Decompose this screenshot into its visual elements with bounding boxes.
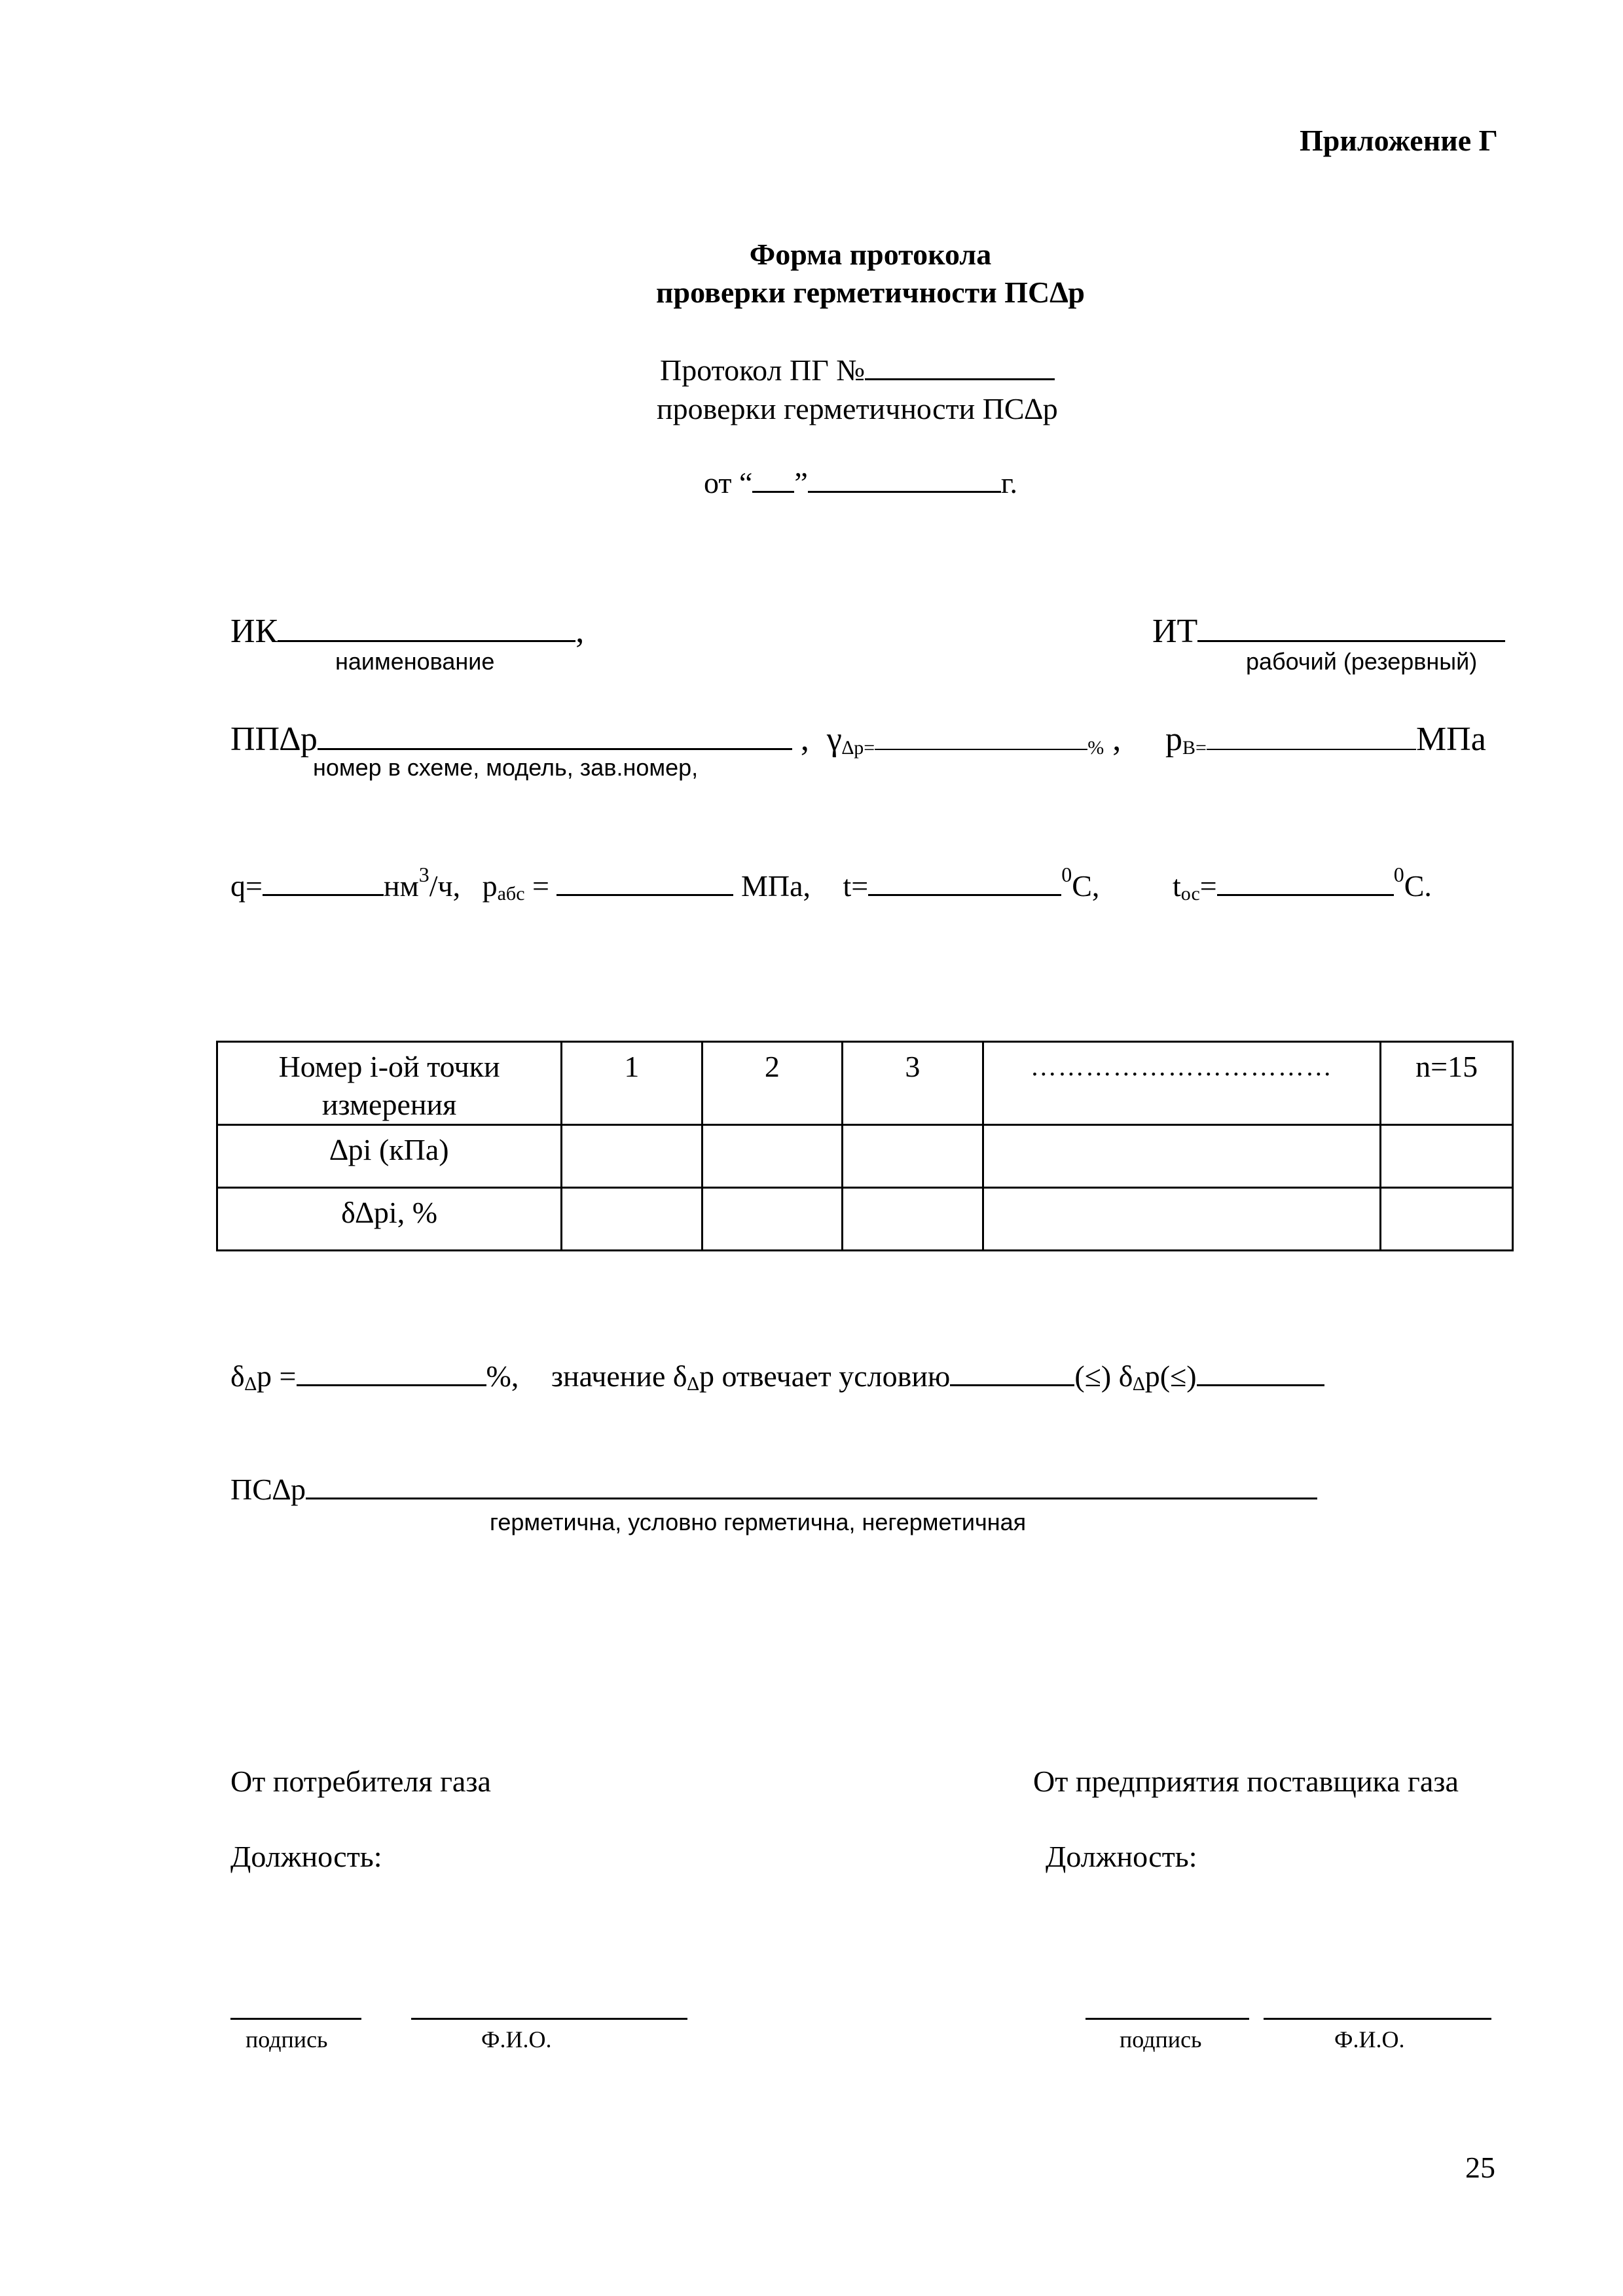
- right-sign-label: подпись: [1120, 2026, 1202, 2053]
- row2-cell-1[interactable]: [562, 1188, 702, 1251]
- protocol-date: [704, 465, 1017, 500]
- header-label-cell: Номер i-ой точки измерения: [217, 1042, 562, 1125]
- right-name-label: Ф.И.О.: [1334, 2026, 1405, 2053]
- pv-row: [1165, 720, 1486, 759]
- row1-cell-dots[interactable]: [983, 1125, 1381, 1188]
- measurement-table: [216, 1041, 1514, 1251]
- pv-sub: В=: [1182, 737, 1207, 759]
- t-field[interactable]: [868, 868, 1061, 896]
- row1-cell-2[interactable]: [702, 1125, 842, 1188]
- pv-unit: МПа: [1415, 721, 1486, 758]
- toc-eq: =: [1199, 869, 1217, 903]
- pv-symbol: р: [1165, 721, 1182, 758]
- gamma-field[interactable]: [875, 723, 1087, 750]
- table-row: [217, 1188, 1513, 1251]
- conclusion-field[interactable]: [306, 1471, 1317, 1499]
- it-field[interactable]: [1197, 614, 1505, 642]
- pp-label: ПП∆р: [230, 721, 318, 758]
- ik-comma: ,: [575, 613, 585, 650]
- q-label: q=: [230, 869, 263, 903]
- form-title-line1: Форма протокола: [749, 238, 992, 271]
- row1-cell-n[interactable]: [1381, 1125, 1513, 1188]
- date-prefix: от “: [704, 466, 753, 499]
- position-left: Должность:: [230, 1840, 382, 1873]
- from-supplier: От предприятия поставщика газа: [1033, 1765, 1459, 1798]
- protocol-number-field[interactable]: [865, 352, 1055, 380]
- header-col-2: 2: [702, 1042, 842, 1125]
- pabs-unit: МПа,: [740, 869, 811, 903]
- pabs-eq: =: [524, 869, 557, 903]
- page-number: 25: [1465, 2151, 1495, 2184]
- gamma-symbol: γ: [826, 721, 842, 758]
- condition-field-1[interactable]: [950, 1358, 1074, 1386]
- gamma-sub: ∆р=: [841, 737, 875, 759]
- protocol-number-label: Протокол ПГ №: [660, 353, 866, 387]
- conclusion-label: ПС∆р: [230, 1473, 306, 1506]
- result-le-sub: ∆: [1133, 1373, 1145, 1395]
- t-deg: 0: [1061, 863, 1072, 886]
- result-text-sub: ∆: [687, 1373, 699, 1395]
- left-sign-label: подпись: [246, 2026, 328, 2053]
- it-row: [1152, 612, 1505, 651]
- result-percent: %,: [486, 1359, 519, 1393]
- ik-row: [230, 612, 584, 651]
- right-signature-line[interactable]: [1085, 2018, 1249, 2020]
- date-suffix: г.: [1000, 466, 1018, 499]
- gamma-percent: %: [1087, 737, 1104, 759]
- result-p-eq: р =: [257, 1359, 297, 1393]
- pp-comma: ,: [792, 721, 809, 758]
- it-hint: рабочий (резервный): [1246, 648, 1478, 675]
- pabs-field[interactable]: [556, 868, 733, 896]
- protocol-number: [660, 352, 1055, 387]
- appendix-label: Приложение Г: [1300, 124, 1498, 157]
- header-col-n: n=15: [1381, 1042, 1513, 1125]
- row1-label-cell: ∆рi (кПа): [217, 1125, 562, 1188]
- row2-cell-3[interactable]: [843, 1188, 983, 1251]
- left-name-line[interactable]: [411, 2018, 687, 2020]
- date-mid: ”: [794, 466, 808, 499]
- header-col-dots: ……………………………: [983, 1042, 1381, 1125]
- result-le: (≤) δ: [1074, 1359, 1133, 1393]
- toc-unit: С.: [1404, 869, 1432, 903]
- q-unit2: /ч,: [429, 869, 461, 903]
- pv-field[interactable]: [1207, 723, 1416, 750]
- t-label: t=: [843, 869, 869, 903]
- ik-field[interactable]: [278, 614, 575, 642]
- q-unit: нм: [383, 869, 419, 903]
- t-unit: С,: [1072, 869, 1100, 903]
- result-row: [230, 1358, 1324, 1395]
- pp-row: [230, 720, 1121, 759]
- pabs-sub: абс: [497, 883, 525, 905]
- result-field[interactable]: [297, 1358, 486, 1386]
- row1-cell-3[interactable]: [843, 1125, 983, 1188]
- header-col-3: 3: [843, 1042, 983, 1125]
- form-title-line2: проверки герметичности ПС∆р: [656, 276, 1085, 309]
- date-month-field[interactable]: [808, 465, 1001, 493]
- ik-label: ИК: [230, 613, 278, 650]
- protocol-subtitle: проверки герметичности ПС∆р: [657, 392, 1058, 425]
- condition-field-2[interactable]: [1197, 1358, 1324, 1386]
- result-text: значение δ: [551, 1359, 687, 1393]
- pp-field[interactable]: [318, 722, 792, 750]
- conclusion-hint: герметична, условно герметична, негерметичная: [490, 1509, 1027, 1535]
- toc-deg: 0: [1393, 863, 1404, 886]
- left-name-label: Ф.И.О.: [481, 2026, 552, 2053]
- pp-hint: номер в схеме, модель, зав.номер,: [313, 754, 699, 781]
- table-row: [217, 1125, 1513, 1188]
- row1-cell-1[interactable]: [562, 1125, 702, 1188]
- q-exp: 3: [418, 863, 429, 886]
- result-le2: р(≤): [1144, 1359, 1197, 1393]
- table-header-row: [217, 1042, 1513, 1125]
- right-name-line[interactable]: [1264, 2018, 1491, 2020]
- result-delta: δ: [230, 1359, 245, 1393]
- toc-symbol: t: [1172, 869, 1181, 903]
- row2-cell-2[interactable]: [702, 1188, 842, 1251]
- q-field[interactable]: [263, 868, 384, 896]
- row2-cell-dots[interactable]: [983, 1188, 1381, 1251]
- row2-cell-n[interactable]: [1381, 1188, 1513, 1251]
- from-consumer: От потребителя газа: [230, 1765, 491, 1798]
- toc-field[interactable]: [1217, 868, 1394, 896]
- q-row: [230, 863, 1432, 905]
- toc-sub: ос: [1180, 883, 1200, 905]
- date-day-field[interactable]: [752, 465, 794, 493]
- conclusion-row: [230, 1471, 1317, 1507]
- result-text2: р отвечает условию: [699, 1359, 951, 1393]
- header-col-1: 1: [562, 1042, 702, 1125]
- position-right: Должность:: [1046, 1840, 1197, 1873]
- result-delta-sub: ∆: [244, 1373, 257, 1395]
- row2-label-cell: δ∆рi, %: [217, 1188, 562, 1251]
- gamma-comma: ,: [1104, 721, 1122, 758]
- left-signature-line[interactable]: [230, 2018, 361, 2020]
- pabs-symbol: р: [482, 869, 498, 903]
- ik-hint: наименование: [335, 648, 495, 675]
- it-label: ИТ: [1152, 613, 1198, 650]
